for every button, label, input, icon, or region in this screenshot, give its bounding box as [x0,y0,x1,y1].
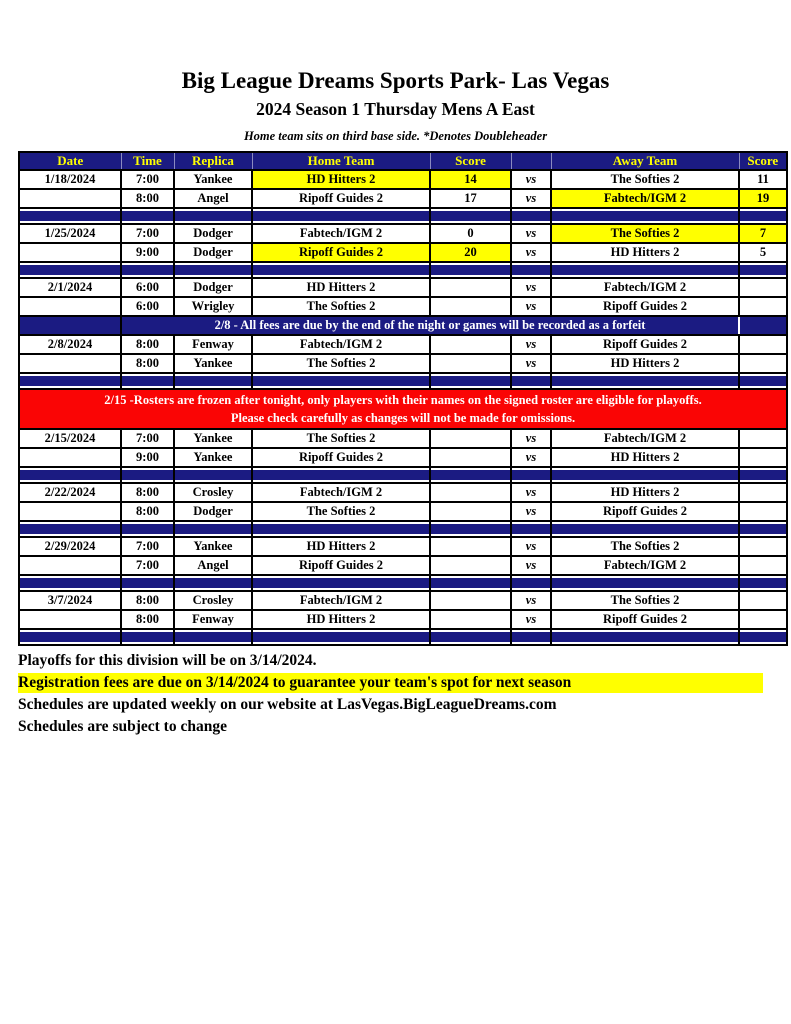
separator-cell [174,521,252,537]
separator-cell [739,575,787,591]
vs-cell: vs [511,335,551,354]
separator-cell [551,575,739,591]
date-cell [19,316,121,335]
home-team-cell: Ripoff Guides 2 [252,556,430,575]
game-row [19,537,787,556]
header-away-team: Away Team [551,152,739,170]
home-score-cell [430,429,511,448]
time-cell: 8:00 [121,354,174,373]
away-team-cell: Ripoff Guides 2 [551,335,739,354]
date-cell: 1/25/2024 [19,224,121,243]
game-row [19,556,787,575]
replica-cell: Angel [174,189,252,208]
away-score-cell [739,354,787,373]
separator-cell [430,262,511,278]
time-cell: 7:00 [121,170,174,189]
away-score-cell: 11 [739,170,787,189]
game-row [19,170,787,189]
home-team-cell: The Softies 2 [252,429,430,448]
vs-cell: vs [511,537,551,556]
home-team-cell: Ripoff Guides 2 [252,448,430,467]
alert-text [19,389,787,429]
replica-cell: Crosley [174,483,252,502]
game-row [19,243,787,262]
separator-row [19,629,787,645]
game-row [19,189,787,208]
separator-cell [19,629,121,645]
time-cell: 9:00 [121,243,174,262]
alert-row [19,389,787,429]
home-team-cell: HD Hitters 2 [252,278,430,297]
away-team-cell: Ripoff Guides 2 [551,502,739,521]
separator-cell [252,575,430,591]
separator-cell [19,521,121,537]
away-team-cell: HD Hitters 2 [551,448,739,467]
time-cell: 8:00 [121,335,174,354]
separator-cell [430,575,511,591]
separator-cell [252,262,430,278]
home-team-cell: Fabtech/IGM 2 [252,335,430,354]
separator-cell [121,373,174,389]
away-team-cell: Fabtech/IGM 2 [551,429,739,448]
game-row [19,502,787,521]
home-score-cell: 0 [430,224,511,243]
separator-cell [511,467,551,483]
home-team-cell: Fabtech/IGM 2 [252,591,430,610]
time-cell: 8:00 [121,483,174,502]
game-row [19,224,787,243]
separator-cell [121,629,174,645]
vs-cell: vs [511,448,551,467]
vs-cell: vs [511,170,551,189]
replica-cell: Wrigley [174,297,252,316]
away-score-cell [739,483,787,502]
notice-row [19,316,787,335]
vs-cell: vs [511,502,551,521]
separator-cell [739,629,787,645]
header-time: Time [121,152,174,170]
separator-cell [551,521,739,537]
vs-cell: vs [511,483,551,502]
separator-cell [551,208,739,224]
separator-cell [19,262,121,278]
game-row [19,297,787,316]
home-score-cell [430,591,511,610]
replica-cell: Dodger [174,243,252,262]
schedule-table [18,151,788,646]
away-score-cell [739,316,787,335]
replica-cell: Dodger [174,278,252,297]
time-cell: 9:00 [121,448,174,467]
away-score-cell [739,429,787,448]
game-row [19,278,787,297]
game-row [19,429,787,448]
page-title: Big League Dreams Sports Park- Las Vegas [181,68,610,93]
separator-cell [121,575,174,591]
vs-cell: vs [511,354,551,373]
date-cell [19,610,121,629]
vs-cell: vs [511,610,551,629]
vs-cell: vs [511,189,551,208]
date-cell: 1/18/2024 [19,170,121,189]
date-cell: 2/29/2024 [19,537,121,556]
time-cell: 7:00 [121,224,174,243]
replica-cell: Yankee [174,429,252,448]
header-replica: Replica [174,152,252,170]
time-cell: 6:00 [121,297,174,316]
away-team-cell: HD Hitters 2 [551,354,739,373]
home-team-cell: HD Hitters 2 [252,170,430,189]
separator-cell [551,467,739,483]
separator-cell [121,521,174,537]
notice-text: 2/8 - All fees are due by the end of the night or games will be recorded as a forfeit [121,316,739,335]
home-score-cell: 14 [430,170,511,189]
away-score-cell: 19 [739,189,787,208]
separator-cell [121,208,174,224]
time-cell: 8:00 [121,189,174,208]
game-row [19,354,787,373]
date-cell [19,354,121,373]
separator-cell [430,208,511,224]
separator-cell [430,629,511,645]
time-cell: 7:00 [121,429,174,448]
replica-cell: Fenway [174,610,252,629]
separator-row [19,575,787,591]
home-score-cell [430,278,511,297]
home-score-cell: 17 [430,189,511,208]
away-team-cell: Fabtech/IGM 2 [551,278,739,297]
separator-cell [252,373,430,389]
home-score-cell [430,335,511,354]
away-score-cell: 5 [739,243,787,262]
replica-cell: Fenway [174,335,252,354]
season-subtitle: 2024 Season 1 Thursday Mens A East [256,99,535,119]
home-score-cell [430,448,511,467]
time-cell: 8:00 [121,502,174,521]
schedule-table-body [19,152,787,645]
alert-line: 2/15 -Rosters are frozen after tonight, only players with their names on the signed roster are eligible for playoffs. [104,393,702,407]
home-score-cell [430,556,511,575]
separator-cell [739,208,787,224]
vs-cell: vs [511,591,551,610]
home-score-cell [430,537,511,556]
date-cell [19,502,121,521]
date-cell: 2/15/2024 [19,429,121,448]
separator-cell [174,575,252,591]
subject-to-change-note: Schedules are subject to change [18,718,227,735]
home-score-cell: 20 [430,243,511,262]
replica-cell: Dodger [174,224,252,243]
date-cell: 2/22/2024 [19,483,121,502]
separator-cell [430,521,511,537]
date-cell [19,297,121,316]
separator-cell [252,629,430,645]
separator-cell [19,208,121,224]
home-score-cell [430,502,511,521]
away-team-cell: Fabtech/IGM 2 [551,189,739,208]
home-team-cell: HD Hitters 2 [252,537,430,556]
separator-cell [739,521,787,537]
home-score-cell [430,354,511,373]
separator-cell [19,373,121,389]
home-team-note: Home team sits on third base side. *Denotes Doubleheader [243,129,548,143]
date-cell [19,189,121,208]
away-team-cell: The Softies 2 [551,224,739,243]
header-vs [511,152,551,170]
website-note: Schedules are updated weekly on our website at LasVegas.BigLeagueDreams.com [18,696,557,713]
away-score-cell [739,448,787,467]
away-team-cell: The Softies 2 [551,170,739,189]
separator-row [19,262,787,278]
away-score-cell [739,278,787,297]
replica-cell: Angel [174,556,252,575]
away-team-cell: HD Hitters 2 [551,483,739,502]
separator-cell [19,467,121,483]
time-cell: 7:00 [121,556,174,575]
away-team-cell: The Softies 2 [551,591,739,610]
date-cell [19,448,121,467]
separator-cell [511,629,551,645]
separator-cell [174,373,252,389]
away-team-cell: Fabtech/IGM 2 [551,556,739,575]
footer-notes [18,651,791,737]
registration-note: Registration fees are due on 3/14/2024 to guarantee your team's spot for next season [18,673,763,693]
separator-cell [739,262,787,278]
separator-cell [430,373,511,389]
header-date: Date [19,152,121,170]
header-away-score: Score [739,152,787,170]
away-score-cell [739,591,787,610]
header-home-team: Home Team [252,152,430,170]
separator-cell [121,467,174,483]
replica-cell: Yankee [174,448,252,467]
replica-cell: Yankee [174,354,252,373]
vs-cell: vs [511,297,551,316]
away-team-cell: Ripoff Guides 2 [551,297,739,316]
replica-cell: Yankee [174,537,252,556]
separator-row [19,208,787,224]
time-cell: 7:00 [121,537,174,556]
separator-row [19,467,787,483]
separator-cell [174,208,252,224]
away-team-cell: Ripoff Guides 2 [551,610,739,629]
game-row [19,448,787,467]
home-score-cell [430,297,511,316]
away-score-cell [739,502,787,521]
separator-cell [252,521,430,537]
date-cell [19,556,121,575]
away-score-cell [739,335,787,354]
date-cell [19,243,121,262]
separator-cell [511,521,551,537]
table-header-row [19,152,787,170]
separator-cell [511,208,551,224]
separator-cell [174,467,252,483]
home-team-cell: The Softies 2 [252,502,430,521]
time-cell: 6:00 [121,278,174,297]
playoffs-note: Playoffs for this division will be on 3/14/2024. [18,652,317,669]
home-team-cell: Ripoff Guides 2 [252,189,430,208]
separator-cell [739,467,787,483]
game-row [19,335,787,354]
separator-cell [551,373,739,389]
separator-cell [252,467,430,483]
date-cell: 2/8/2024 [19,335,121,354]
time-cell: 8:00 [121,591,174,610]
vs-cell: vs [511,224,551,243]
away-score-cell [739,297,787,316]
date-cell: 2/1/2024 [19,278,121,297]
separator-cell [551,629,739,645]
home-team-cell: HD Hitters 2 [252,610,430,629]
away-score-cell [739,537,787,556]
vs-cell: vs [511,556,551,575]
vs-cell: vs [511,243,551,262]
home-score-cell [430,483,511,502]
alert-line: Please check carefully as changes will not be made for omissions. [230,411,576,425]
separator-cell [739,373,787,389]
home-team-cell: Fabtech/IGM 2 [252,483,430,502]
date-cell: 3/7/2024 [19,591,121,610]
away-score-cell: 7 [739,224,787,243]
separator-cell [174,629,252,645]
separator-cell [511,575,551,591]
separator-cell [19,575,121,591]
header-home-score: Score [430,152,511,170]
home-team-cell: Ripoff Guides 2 [252,243,430,262]
separator-cell [252,208,430,224]
home-team-cell: The Softies 2 [252,297,430,316]
separator-cell [121,262,174,278]
away-score-cell [739,556,787,575]
separator-cell [430,467,511,483]
vs-cell: vs [511,429,551,448]
separator-cell [511,262,551,278]
game-row [19,610,787,629]
away-score-cell [739,610,787,629]
time-cell: 8:00 [121,610,174,629]
home-team-cell: The Softies 2 [252,354,430,373]
home-team-cell: Fabtech/IGM 2 [252,224,430,243]
separator-row [19,373,787,389]
replica-cell: Yankee [174,170,252,189]
away-team-cell: HD Hitters 2 [551,243,739,262]
separator-row [19,521,787,537]
game-row [19,591,787,610]
away-team-cell: The Softies 2 [551,537,739,556]
game-row [19,483,787,502]
separator-cell [511,373,551,389]
separator-cell [551,262,739,278]
replica-cell: Dodger [174,502,252,521]
replica-cell: Crosley [174,591,252,610]
vs-cell: vs [511,278,551,297]
home-score-cell [430,610,511,629]
separator-cell [174,262,252,278]
